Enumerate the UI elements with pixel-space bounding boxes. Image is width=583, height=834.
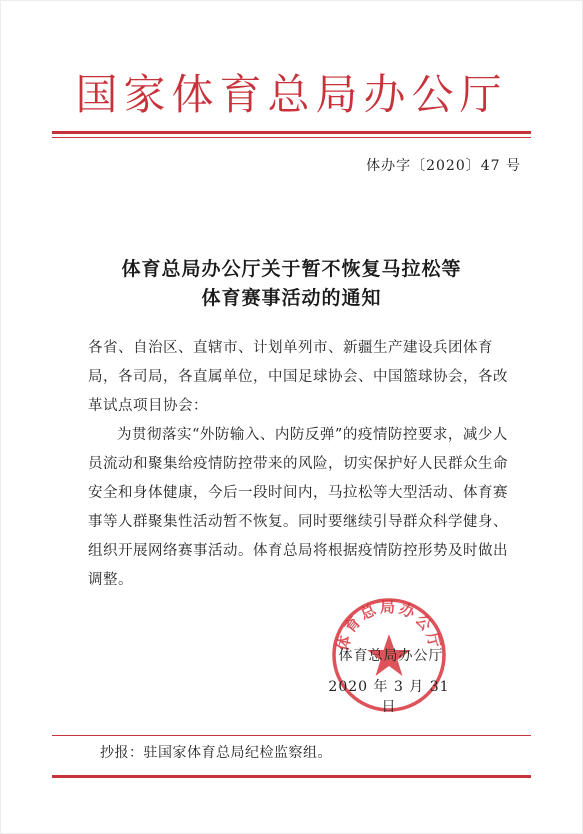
footer-rule-thin — [52, 735, 531, 736]
header-rule-thin — [52, 137, 531, 138]
signature-date: 2020 年 3 月 31 日 — [328, 679, 450, 715]
cc-line: 抄报：驻国家体育总局纪检监察组。 — [100, 745, 332, 761]
document-title-line-2: 体育赛事活动的通知 — [201, 287, 382, 309]
document-number: 体办字〔2020〕47 号 — [366, 158, 521, 174]
body-paragraph: 为贯彻落实“外防输入、内防反弹”的疫情防控要求，减少人员流动和聚集给疫情防控带来的风险，切实保护好人民群众生命安全和身体健康，今后一段时间内，马拉松等大型活动、体育赛事等人群聚集性活动暂不恢复。同时要继续引导群众科学健身、组织开展网络赛事活动。体育总局将根据疫情防控形势及时做出调整。 — [88, 427, 508, 588]
footer-rule-thick — [52, 775, 531, 778]
signature-organization: 体育总局办公厅 — [338, 648, 444, 664]
document-title-line-1: 体育总局办公厅关于暂不恢复马拉松等 — [121, 258, 462, 280]
seal-text: 体育总局办公厅 — [333, 598, 445, 653]
header-organization: 国家体育总局办公厅 — [75, 70, 508, 119]
header-rule-thick — [52, 131, 531, 134]
recipients-paragraph: 各省、自治区、直辖市、计划单列市、新疆生产建设兵团体育局，各司局，各直属单位，中国足球协会、中国篮球协会，各改革试点项目协会： — [88, 340, 508, 414]
